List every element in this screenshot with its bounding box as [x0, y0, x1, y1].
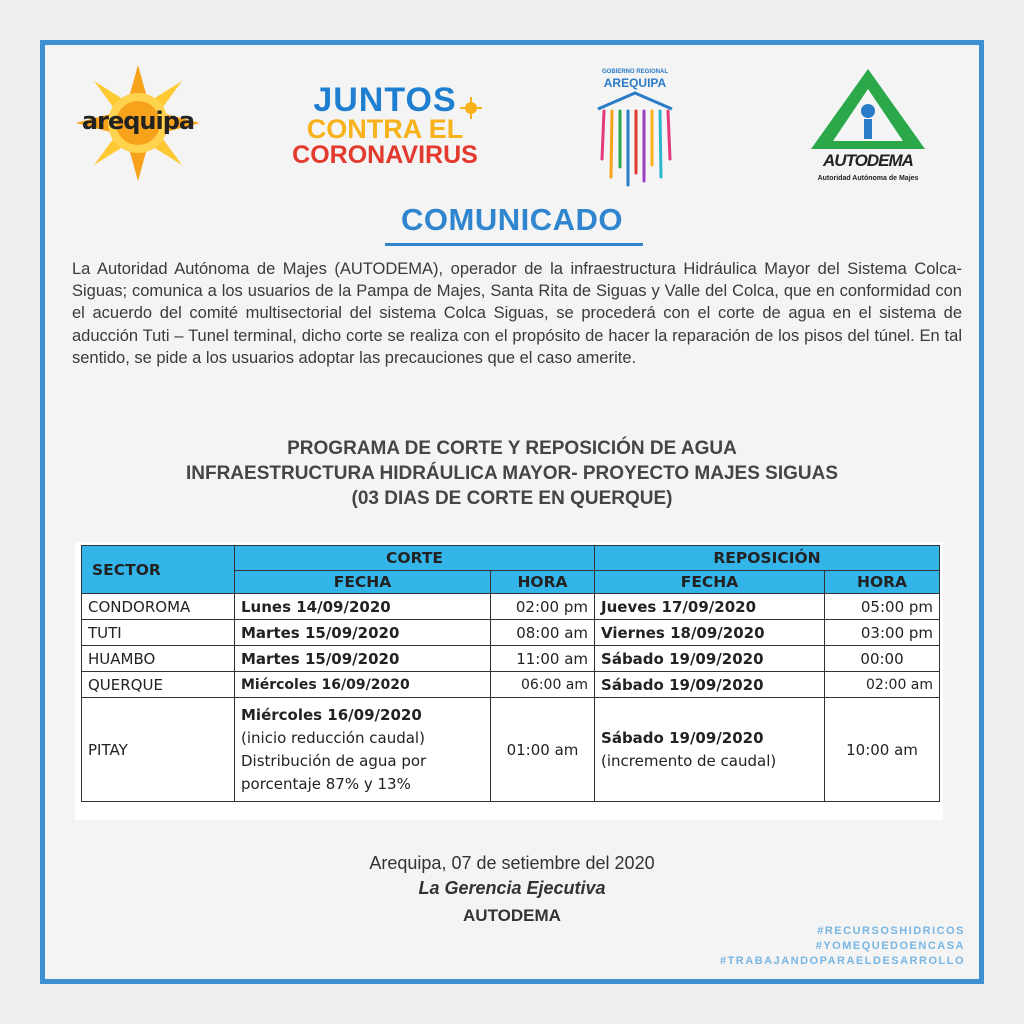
program-line-3: (03 DIAS DE CORTE EN QUERQUE): [351, 488, 673, 509]
row-corte-hora: 06:00 am: [491, 672, 595, 698]
title-underline: [385, 243, 643, 246]
textile-icon: [590, 89, 680, 193]
program-heading: [45, 436, 979, 511]
table-header-row: [82, 546, 940, 571]
pitay-corte-note-2: Distribución de agua por: [241, 751, 427, 770]
row-corte-fecha: Martes 15/09/2020: [235, 646, 491, 672]
autodema-emblem-icon: [803, 67, 933, 151]
pitay-corte-fecha: Miércoles 16/09/2020: [241, 705, 422, 724]
virus-icon: [460, 97, 482, 119]
pitay-repo-cell: [595, 698, 825, 802]
announcement-body: La Autoridad Autónoma de Majes (AUTODEMA), operador de la infraestructura Hidráulica Mayor del Sistema Colca-Siguas; comunica a los usuarios de la Pampa de Majes, Santa Rita de Siguas y Valle del Colca, que en conformidad con el acuerdo del comité multisectorial del sistema Colca Siguas, se procederá con el corte de agua en el sistema de aducción Tuti – Tunel terminal, dicho corte se realiza con el propósito de hacer la reparación de los pisos del túnel. En tal sentido, se pide a los usuarios adoptar las precauciones que el caso amerite.: [72, 260, 962, 367]
footer-date: Arequipa, 07 de setiembre del 2020: [369, 853, 655, 873]
poster-frame: [40, 40, 984, 984]
arequipa-logo: [73, 63, 203, 183]
row-repo-hora: 00:00: [825, 646, 940, 672]
row-sector: QUERQUE: [82, 672, 235, 698]
pitay-repo-note: (incremento de caudal): [601, 751, 777, 770]
row-sector: PITAY: [82, 698, 235, 802]
header-corte: CORTE: [235, 546, 595, 571]
row-sector: HUAMBO: [82, 646, 235, 672]
hashtag: #RECURSOSHIDRICOS: [817, 925, 965, 937]
juntos-campaign-logo: [290, 83, 480, 173]
pitay-corte-cell: [235, 698, 491, 802]
header-corte-hora: HORA: [491, 571, 595, 594]
autodema-subtitle: Autoridad Autónoma de Majes: [817, 175, 919, 182]
program-line-1: PROGRAMA DE CORTE Y REPOSICIÓN DE AGUA: [287, 438, 737, 459]
footer-signature: La Gerencia Ejecutiva: [418, 878, 606, 898]
row-repo-fecha: Viernes 18/09/2020: [595, 620, 825, 646]
autodema-brand: AUTODEMA: [823, 151, 913, 170]
row-corte-hora: 08:00 am: [491, 620, 595, 646]
pitay-corte-hora: 01:00 am: [491, 698, 595, 802]
header-repo-fecha: FECHA: [595, 571, 825, 594]
header-sector: SECTOR: [82, 546, 235, 594]
row-repo-hora: 03:00 pm: [825, 620, 940, 646]
footer-org: AUTODEMA: [463, 906, 561, 925]
header-repo-hora: HORA: [825, 571, 940, 594]
row-corte-fecha: Lunes 14/09/2020: [235, 594, 491, 620]
row-repo-hora: 02:00 am: [825, 672, 940, 698]
gobierno-caption: AREQUIPA: [603, 76, 667, 90]
row-repo-fecha: Sábado 19/09/2020: [595, 646, 825, 672]
row-corte-fecha: Miércoles 16/09/2020: [235, 672, 491, 698]
arequipa-logo-text: arequipa: [81, 107, 195, 135]
juntos-line-2: CONTRA EL: [306, 114, 464, 144]
gobierno-regional-logo: [590, 63, 680, 193]
program-line-2: INFRAESTRUCTURA HIDRÁULICA MAYOR- PROYECTO MAJES SIGUAS: [185, 463, 839, 484]
table-row: [82, 594, 940, 620]
schedule-table: [81, 545, 940, 802]
row-corte-hora: 11:00 am: [491, 646, 595, 672]
table-row: [82, 646, 940, 672]
row-repo-hora: 05:00 pm: [825, 594, 940, 620]
hashtag: #TRABAJANDOPARAELDESARROLLO: [719, 955, 965, 967]
table-row: [82, 620, 940, 646]
row-repo-fecha: Sábado 19/09/2020: [595, 672, 825, 698]
schedule-table-container: [75, 542, 943, 820]
gobierno-caption-small: GOBIERNO REGIONAL: [601, 69, 668, 75]
juntos-line-3: CORONAVIRUS: [292, 141, 478, 169]
logo-strip: [45, 45, 979, 215]
table-row: [82, 672, 940, 698]
autodema-logo: [803, 67, 933, 187]
pitay-repo-fecha: Sábado 19/09/2020: [601, 728, 764, 747]
row-corte-hora: 02:00 pm: [491, 594, 595, 620]
table-row-pitay: [82, 698, 940, 802]
row-sector: CONDOROMA: [82, 594, 235, 620]
header-corte-fecha: FECHA: [235, 571, 491, 594]
row-sector: TUTI: [82, 620, 235, 646]
hashtag-list: [720, 924, 965, 969]
pitay-corte-note-1: (inicio reducción caudal): [241, 728, 425, 747]
row-repo-fecha: Jueves 17/09/2020: [595, 594, 825, 620]
pitay-corte-note-3: porcentaje 87% y 13%: [241, 774, 411, 793]
page-title: COMUNICADO: [401, 202, 623, 237]
row-corte-fecha: Martes 15/09/2020: [235, 620, 491, 646]
pitay-repo-hora: 10:00 am: [825, 698, 940, 802]
juntos-line-1: JUNTOS: [313, 81, 457, 119]
hashtag: #YOMEQUEDOENCASA: [815, 940, 965, 952]
header-reposicion: REPOSICIÓN: [595, 546, 940, 571]
